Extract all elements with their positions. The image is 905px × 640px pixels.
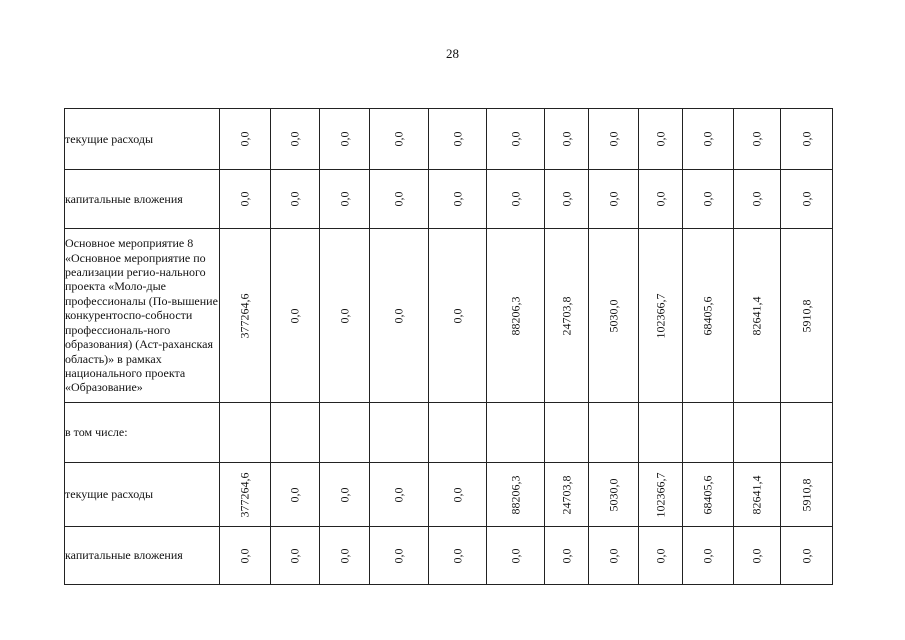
table-cell <box>545 403 589 463</box>
table-cell <box>429 109 487 170</box>
cell-value: 0,0 <box>450 191 464 207</box>
table-cell <box>639 229 683 403</box>
table-cell <box>320 527 370 585</box>
cell-value: 0,0 <box>749 548 764 563</box>
cell-value: 0,0 <box>237 191 252 207</box>
table-cell <box>370 463 429 527</box>
table-cell <box>487 229 545 403</box>
cell-value: 0,0 <box>700 131 715 147</box>
cell-value: 0,0 <box>450 308 464 323</box>
table-cell <box>781 403 833 463</box>
table-cell <box>683 229 734 403</box>
cell-value: 0,0 <box>700 548 715 563</box>
cell-value: 0,0 <box>337 308 351 323</box>
table-cell <box>781 109 833 170</box>
table-cell <box>370 403 429 463</box>
table-cell <box>589 463 639 527</box>
cell-value: 24703,8 <box>559 296 573 335</box>
table-cell <box>683 463 734 527</box>
table-cell <box>429 463 487 527</box>
table-cell <box>683 170 734 229</box>
table-cell <box>320 109 370 170</box>
table-cell <box>734 527 781 585</box>
budget-table <box>64 108 833 585</box>
table-row <box>65 109 833 170</box>
table-cell <box>734 403 781 463</box>
cell-value: 0,0 <box>799 548 813 563</box>
cell-value: 0,0 <box>606 548 620 563</box>
table-cell <box>781 229 833 403</box>
table-cell <box>271 109 320 170</box>
cell-value: 0,0 <box>287 487 302 502</box>
cell-value: 0,0 <box>391 487 406 502</box>
cell-value: 0,0 <box>799 191 813 207</box>
cell-value: 0,0 <box>653 131 667 147</box>
table-cell <box>370 527 429 585</box>
table-cell <box>271 229 320 403</box>
cell-value: 0,0 <box>749 131 764 147</box>
table-cell <box>781 527 833 585</box>
table-cell <box>639 170 683 229</box>
cell-value: 0,0 <box>700 191 715 207</box>
table-cell <box>683 109 734 170</box>
table-cell <box>220 403 271 463</box>
table-cell <box>220 109 271 170</box>
cell-value: 0,0 <box>337 131 351 147</box>
table-cell <box>734 170 781 229</box>
table-cell <box>545 463 589 527</box>
table-cell <box>781 170 833 229</box>
cell-value: 68405,6 <box>700 475 715 514</box>
cell-value: 5910,8 <box>799 299 813 332</box>
cell-value: 0,0 <box>237 548 252 563</box>
table-row <box>65 527 833 585</box>
cell-value: 82641,4 <box>749 475 764 514</box>
table-cell <box>487 170 545 229</box>
table-cell <box>320 170 370 229</box>
cell-value: 0,0 <box>391 131 406 147</box>
table-row <box>65 170 833 229</box>
table-cell <box>545 229 589 403</box>
table-cell <box>545 109 589 170</box>
table-cell <box>545 527 589 585</box>
row-label: текущие расходы <box>65 463 220 527</box>
table-cell <box>271 463 320 527</box>
cell-value: 0,0 <box>559 191 573 207</box>
table-cell <box>220 527 271 585</box>
cell-value: 24703,8 <box>559 475 573 514</box>
table-cell <box>734 463 781 527</box>
table-cell <box>639 527 683 585</box>
cell-value: 377264,6 <box>237 472 252 517</box>
table-row <box>65 403 833 463</box>
table-cell <box>639 463 683 527</box>
table-cell <box>639 403 683 463</box>
table-cell <box>429 527 487 585</box>
table-cell <box>487 403 545 463</box>
cell-value: 0,0 <box>450 548 464 563</box>
cell-value: 102366,7 <box>653 293 667 338</box>
table-cell <box>781 463 833 527</box>
table-row <box>65 463 833 527</box>
cell-value: 0,0 <box>606 131 620 147</box>
cell-value: 0,0 <box>508 191 522 207</box>
table-cell <box>487 527 545 585</box>
table-cell <box>734 229 781 403</box>
table-cell <box>487 463 545 527</box>
cell-value: 377264,6 <box>237 293 252 338</box>
table-cell <box>370 170 429 229</box>
table-cell <box>271 170 320 229</box>
cell-value: 0,0 <box>606 191 620 207</box>
row-label: текущие расходы <box>65 109 220 170</box>
table-cell <box>220 463 271 527</box>
table-cell <box>589 229 639 403</box>
row-label: Основное мероприятие 8 «Основное мероприятие по реализации регио-нального проекта «Моло-дые профессионалы (По-вышение конкурентоспо-собности профессиональ-ного образования) (Аст-раханская область)» в рамках национального проекта «Образование» <box>65 229 220 403</box>
row-label: в том числе: <box>65 403 220 463</box>
cell-value: 0,0 <box>508 131 522 147</box>
cell-value: 88206,3 <box>508 475 522 514</box>
table-cell <box>320 403 370 463</box>
table-cell <box>320 229 370 403</box>
cell-value: 0,0 <box>391 191 406 207</box>
cell-value: 102366,7 <box>653 472 667 517</box>
cell-value: 0,0 <box>450 131 464 147</box>
cell-value: 5030,0 <box>606 478 620 511</box>
cell-value: 5030,0 <box>606 299 620 332</box>
cell-value: 88206,3 <box>508 296 522 335</box>
cell-value: 0,0 <box>508 548 522 563</box>
cell-value: 0,0 <box>287 131 302 147</box>
cell-value: 0,0 <box>749 191 764 207</box>
cell-value: 82641,4 <box>749 296 764 335</box>
cell-value: 0,0 <box>287 548 302 563</box>
table-cell <box>429 403 487 463</box>
table-cell <box>429 229 487 403</box>
table-cell <box>589 403 639 463</box>
table-cell <box>589 109 639 170</box>
table-cell <box>734 109 781 170</box>
row-label: капитальные вложения <box>65 170 220 229</box>
cell-value: 0,0 <box>337 191 351 207</box>
table-row <box>65 229 833 403</box>
table-cell <box>639 109 683 170</box>
table-cell <box>545 170 589 229</box>
table-cell <box>589 527 639 585</box>
table-cell <box>683 527 734 585</box>
table-cell <box>683 403 734 463</box>
cell-value: 0,0 <box>559 131 573 147</box>
cell-value: 0,0 <box>391 308 406 323</box>
table-cell <box>220 170 271 229</box>
table-cell <box>429 170 487 229</box>
cell-value: 0,0 <box>337 487 351 502</box>
page-number: 28 <box>446 46 459 61</box>
table-cell <box>370 229 429 403</box>
cell-value: 0,0 <box>450 487 464 502</box>
cell-value: 0,0 <box>799 131 813 147</box>
cell-value: 0,0 <box>559 548 573 563</box>
table-cell <box>271 403 320 463</box>
cell-value: 0,0 <box>653 191 667 207</box>
cell-value: 68405,6 <box>700 296 715 335</box>
cell-value: 0,0 <box>391 548 406 563</box>
table-cell <box>220 229 271 403</box>
table-cell <box>370 109 429 170</box>
row-label: капитальные вложения <box>65 527 220 585</box>
cell-value: 0,0 <box>337 548 351 563</box>
table-cell <box>487 109 545 170</box>
table-cell <box>271 527 320 585</box>
cell-value: 5910,8 <box>799 478 813 511</box>
cell-value: 0,0 <box>237 131 252 147</box>
cell-value: 0,0 <box>653 548 667 563</box>
table-cell <box>320 463 370 527</box>
table-cell <box>589 170 639 229</box>
cell-value: 0,0 <box>287 308 302 323</box>
cell-value: 0,0 <box>287 191 302 207</box>
